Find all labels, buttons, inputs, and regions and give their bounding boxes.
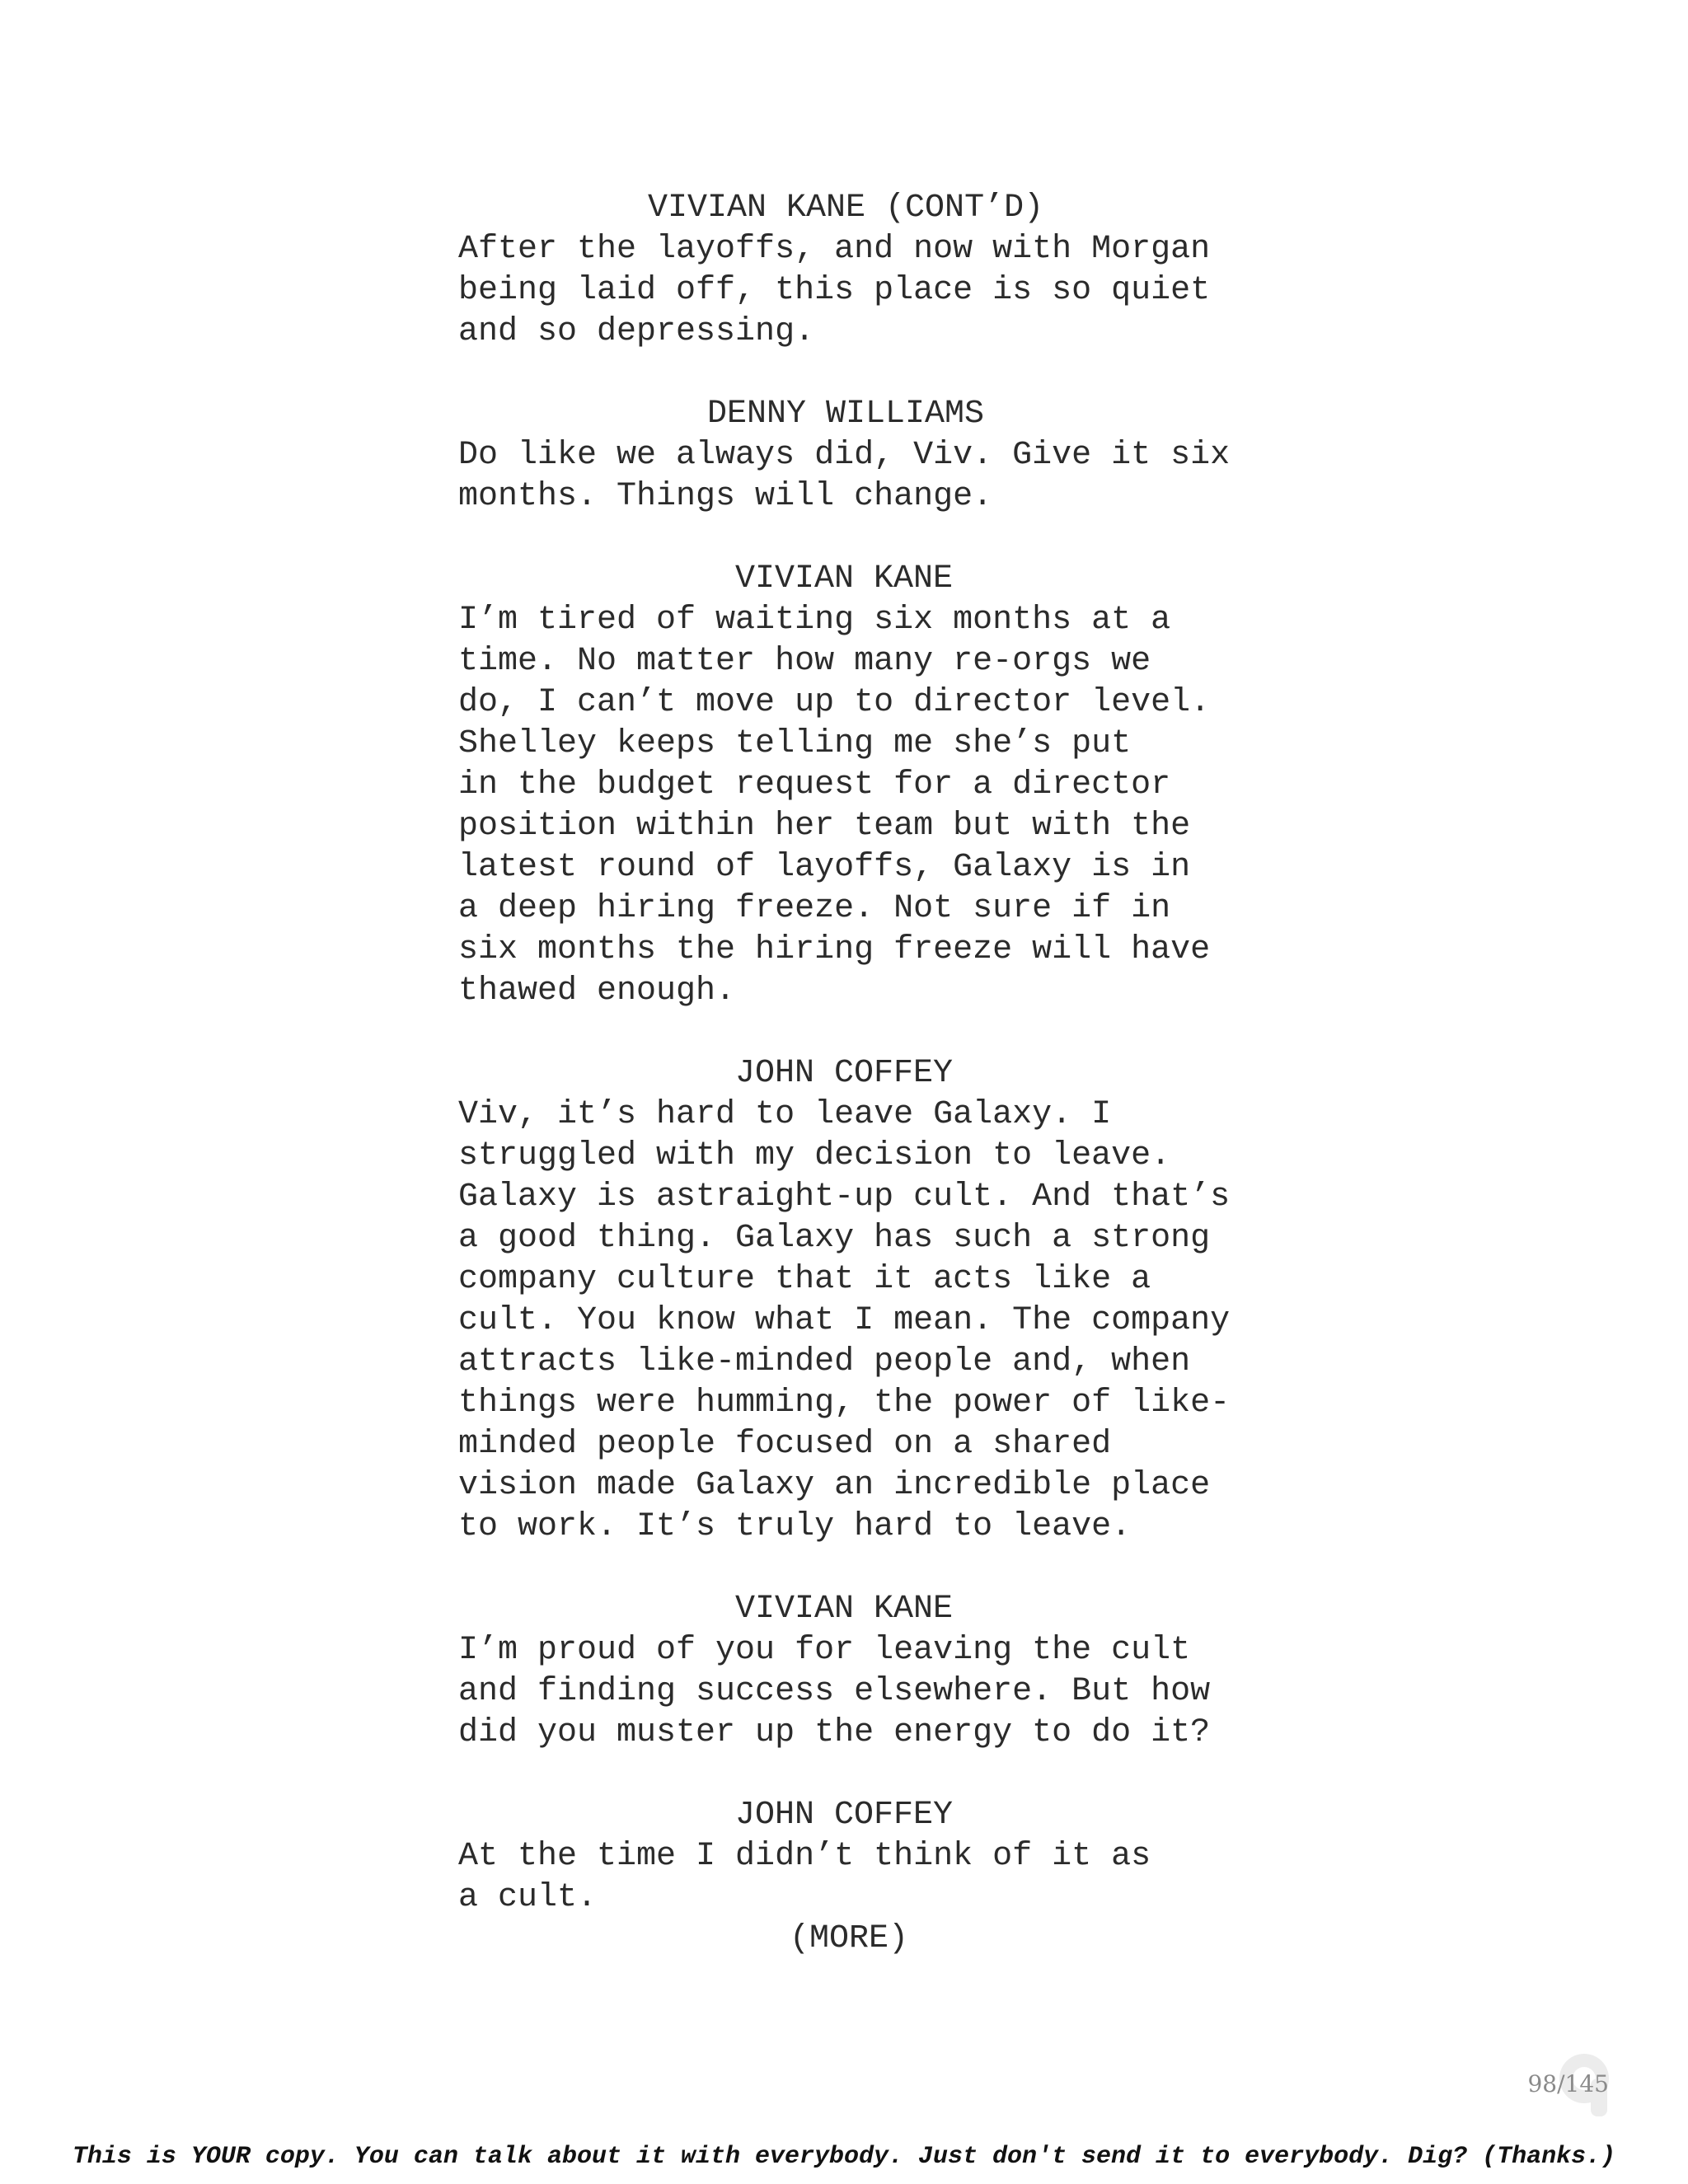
dialogue-line: thawed enough.: [458, 972, 736, 1010]
character-name: VIVIAN KANE: [735, 560, 954, 598]
dialogue-block: [458, 394, 1282, 518]
character-name: VIVIAN KANE (CONT’D): [648, 190, 1044, 227]
dialogue-block: [458, 559, 1282, 1012]
dialogue-line: vision made Galaxy an incredible place: [458, 1467, 1211, 1504]
dialogue-line: and finding success elsewhere. But how: [458, 1673, 1211, 1710]
dialogue-line: things were humming, the power of like-: [458, 1385, 1231, 1422]
dialogue-block: [458, 188, 1282, 353]
dialogue-line: time. No matter how many re-orgs we: [458, 643, 1151, 680]
dialogue-line: a deep hiring freeze. Not sure if in: [458, 890, 1171, 927]
dialogue-line: a cult.: [458, 1879, 598, 1916]
character-name: JOHN COFFEY: [735, 1055, 954, 1092]
dialogue-line: struggled with my decision to leave.: [458, 1137, 1171, 1174]
more-continuation: (MORE): [790, 1920, 909, 1957]
dialogue-line: a good thing. Galaxy has such a strong: [458, 1220, 1211, 1257]
page-number: 98/145: [1527, 2070, 1609, 2097]
dialogue-line: being laid off, this place is so quiet: [458, 272, 1211, 309]
dialogue-line: At the time I didn’t think of it as: [458, 1838, 1151, 1875]
dialogue-line: I’m tired of waiting six months at a: [458, 602, 1171, 639]
dialogue-line: to work. It’s truly hard to leave.: [458, 1508, 1132, 1545]
character-name: DENNY WILLIAMS: [707, 396, 985, 433]
dialogue-line: Viv, it’s hard to leave Galaxy. I: [458, 1096, 1112, 1133]
dialogue-block: [458, 1589, 1282, 1754]
dialogue-line: Shelley keeps telling me she’s put: [458, 725, 1132, 762]
dialogue-line: I’m proud of you for leaving the cult: [458, 1632, 1191, 1669]
dialogue-line: Do like we always did, Viv. Give it six: [458, 437, 1231, 474]
dialogue-line: did you muster up the energy to do it?: [458, 1714, 1211, 1751]
dialogue-line: Galaxy is astraight-up cult. And that’s: [458, 1179, 1231, 1216]
dialogue-line: cult. You know what I mean. The company: [458, 1302, 1231, 1339]
dialogue-line: position within her team but with the: [458, 808, 1191, 845]
screenplay-body: [458, 188, 1282, 1960]
dialogue-line: company culture that it acts like a: [458, 1261, 1151, 1298]
dialogue-line: After the layoffs, and now with Morgan: [458, 231, 1211, 268]
dialogue-line: do, I can’t move up to director level.: [458, 684, 1211, 721]
dialogue-block: [458, 1795, 1282, 1960]
dialogue-line: six months the hiring freeze will have: [458, 931, 1211, 968]
dialogue-block: [458, 1053, 1282, 1548]
dialogue-line: minded people focused on a shared: [458, 1426, 1112, 1463]
character-name: VIVIAN KANE: [735, 1591, 954, 1628]
dialogue-line: in the budget request for a director: [458, 766, 1171, 804]
dialogue-line: latest round of layoffs, Galaxy is in: [458, 849, 1191, 886]
dialogue-line: and so depressing.: [458, 313, 815, 350]
dialogue-line: months. Things will change.: [458, 478, 993, 515]
dialogue-line: attracts like-minded people and, when: [458, 1343, 1191, 1380]
footer-notice: This is YOUR copy. You can talk about it with everybody. Just don't send it to everybody. Dig? (Thanks.): [72, 2143, 1616, 2171]
character-name: JOHN COFFEY: [735, 1797, 954, 1834]
